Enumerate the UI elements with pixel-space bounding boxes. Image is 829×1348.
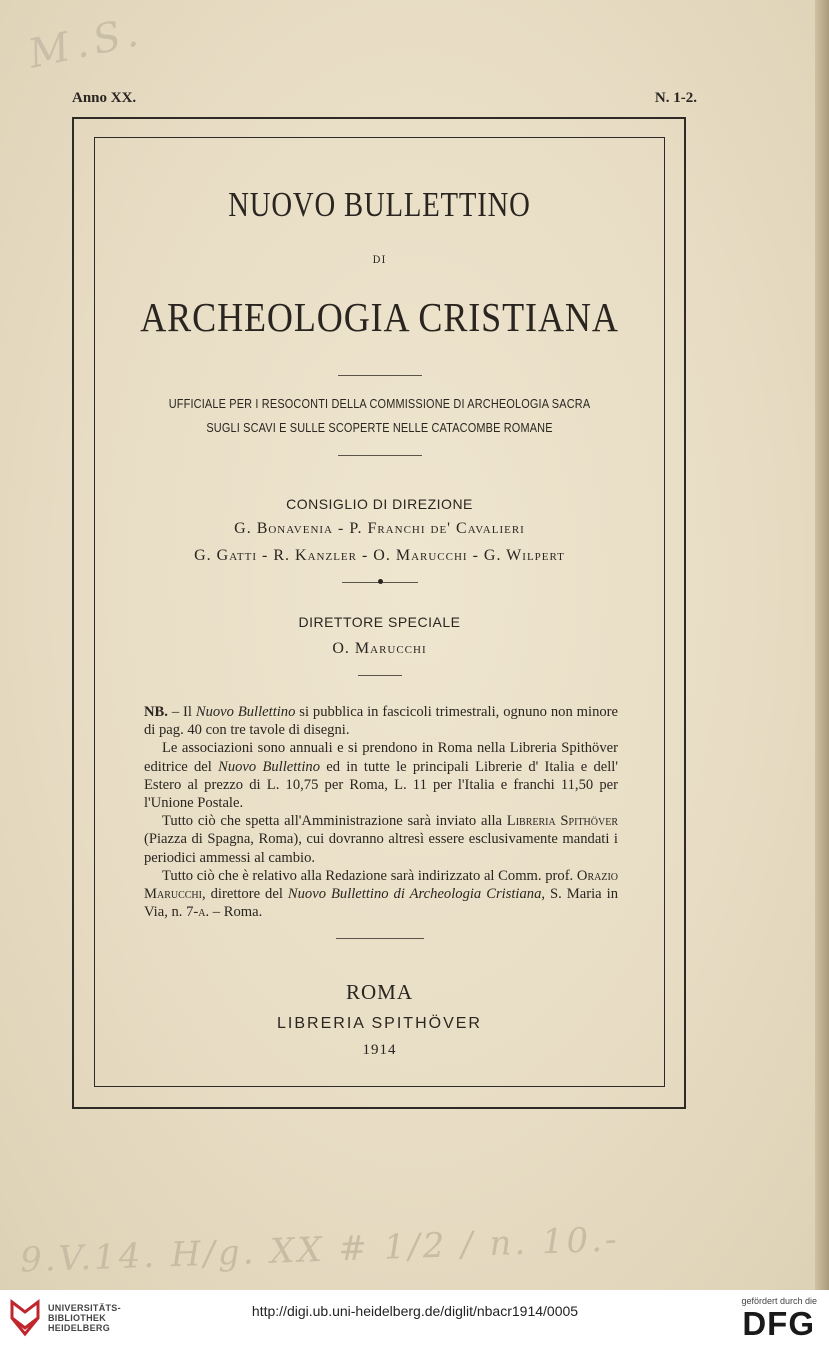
library-name-line: UNIVERSITÄTS- [48,1303,121,1313]
notice-text: Tutto ciò che è relativo alla Redazione sarà indirizzato al Comm. prof. [162,867,577,884]
title-line-1: NUOVO BULLETTINO [228,185,531,224]
library-name-line: BIBLIOTHEK [48,1313,106,1323]
subtitle-line-1: UFFICIALE PER I RESOCONTI DELLA COMMISSIONE DI ARCHEOLOGIA SACRA [168,396,591,411]
divider-rule [336,938,424,939]
notice-text: . – Roma. [205,904,263,921]
journal-name: Nuovo Bullettino [195,704,296,720]
title-line-2: ARCHEOLOGIA CRISTIANA [140,294,619,340]
notice-text: – Il [167,704,196,720]
notice-text: , direttore del [201,886,288,903]
inner-border [94,137,665,1087]
digitization-footer [0,1290,829,1348]
notice-text: ed in tutte le principali Librerie d' Italia e dell' Estero al prezzo di L. 10,75 per Roma, L. 11 per l'Italia e franchi 11,50 per l'Unione Postale. [144,758,618,812]
divider-rule [358,675,402,676]
permalink[interactable]: http://digi.ub.uni-heidelberg.de/diglit/nbacr1914/0005 [251,1303,579,1319]
director-heading: DIRETTORE SPECIALE [298,614,461,630]
journal-name: Nuovo Bullettino [218,758,321,775]
divider-rule [338,375,422,376]
notice-paragraph [144,812,618,867]
subscription-notice [144,703,618,921]
notice-text: Tutto ciò che spetta all'Amministrazione sarà inviato alla [162,813,507,830]
notice-paragraph [144,867,618,922]
publisher-name: Libreria Spithöver [506,813,618,830]
board-names-line-2: G. Gatti - R. Kanzler - O. Marucchi - G. Wilpert [194,547,565,564]
notice-text: , S. Maria in Via, n. 7- [144,886,618,921]
book-spine-edge [815,0,829,1290]
library-name [48,1303,121,1333]
pencil-annotation-bottom: 9.V.14. H/g. XX # 1/2 / n. 10.- [19,1219,621,1281]
pencil-annotation-top: M.S. [24,8,148,78]
notice-text: si pubblica in fascicoli trimestrali, ognuno non minore di pag. 40 con tre tavole di disegni. [144,704,618,739]
imprint-year: 1914 [362,1042,397,1058]
ornament-dot [378,579,383,584]
imprint-publisher: LIBRERIA SPITHÖVER [277,1015,482,1032]
notice-text: (Piazza di Spagna, Roma), cui dovranno altresì essere esclusivamente mandati i periodici ammessi al cambio. [144,831,618,866]
university-library-logo-icon [8,1298,42,1338]
notice-text: Le associazioni sono annuali e si prendono in Roma nella Libreria Spithöver editrice del [144,740,618,775]
editor-name: Orazio Marucchi [144,867,618,903]
notice-paragraph [144,703,618,739]
notice-paragraph [144,739,618,812]
divider-rule [338,455,422,456]
board-heading: CONSIGLIO DI DIREZIONE [286,496,473,512]
notice-text: a [198,904,206,921]
funder-label: gefördert durch die [741,1296,817,1306]
imprint-city: ROMA [345,980,413,1004]
journal-name: Nuovo Bullettino di Archeologia Cristiana [287,886,542,903]
subtitle-line-2: SUGLI SCAVI E SULLE SCOPERTE NELLE CATACOMBE ROMANE [206,420,553,435]
title-connector: DI [372,255,387,266]
dfg-logo: DFG [742,1305,815,1342]
library-name-line: HEIDELBERG [48,1323,111,1333]
board-names-line-1: G. Bonavenia - P. Franchi de' Cavalieri [234,520,525,537]
issue-number: N. 1-2. [654,90,697,106]
nb-label: NB. [144,704,168,720]
director-name: O. Marucchi [332,640,427,657]
volume-label: Anno XX. [72,90,137,106]
